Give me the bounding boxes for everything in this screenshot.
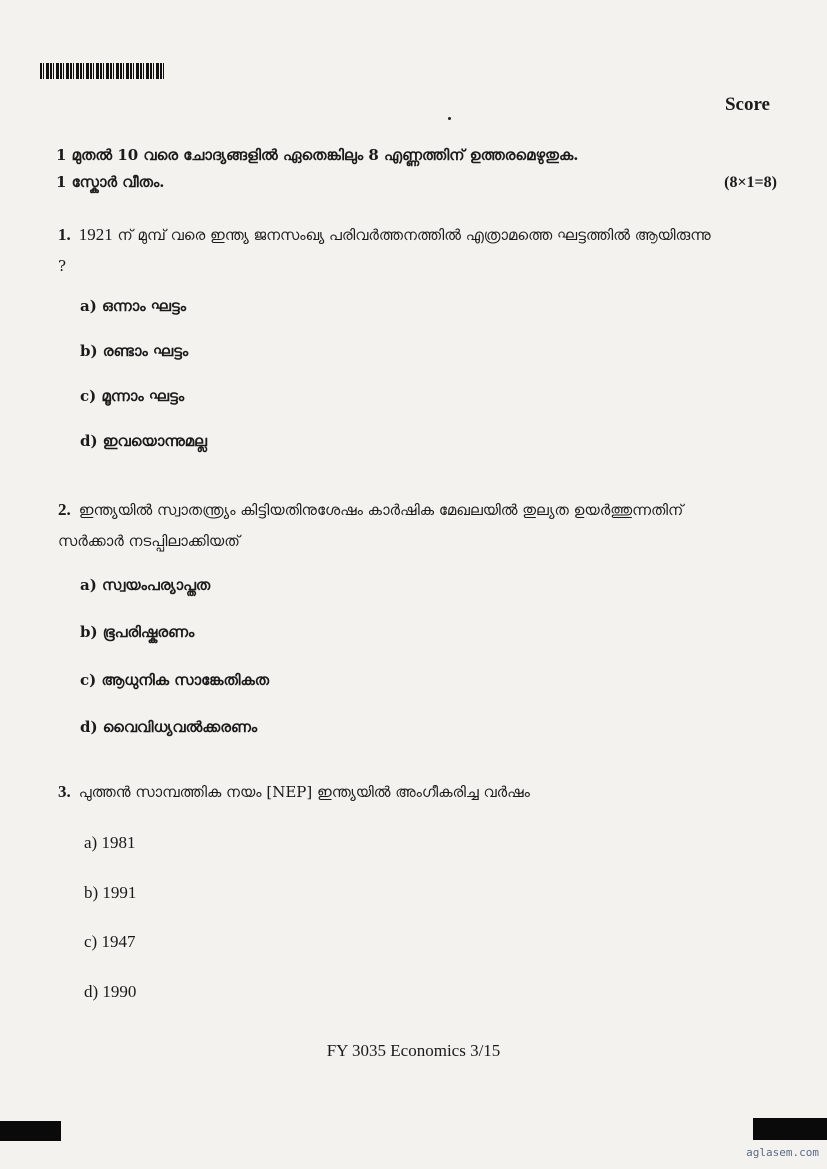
- option-3b: b) 1991: [84, 883, 137, 902]
- question-number: 2.: [58, 500, 71, 519]
- option-1c: c) മൂന്നാം ഘട്ടം: [80, 387, 185, 405]
- question-number: 3.: [58, 782, 71, 801]
- watermark: aglasem.com: [746, 1146, 819, 1159]
- question-1: [58, 219, 718, 282]
- barcode: [40, 63, 164, 79]
- instruction-line-1: 1 മുതൽ 10 വരെ ചോദ്യങ്ങളിൽ ഏതെങ്കിലും 8 എണ്ണത്തിന് ഉത്തരമെഴുതുക.: [56, 146, 579, 164]
- option-2a: a) സ്വയംപര്യാപ്തത: [80, 576, 211, 594]
- question-text: ഇന്ത്യയിൽ സ്വാതന്ത്ര്യം കിട്ടിയതിനുശേഷം കാർഷിക മേഖലയിൽ തുല്യത ഉയർത്തുന്നതിന് സർക്കാർ നടപ്പിലാക്കിയത്: [58, 501, 684, 550]
- option-2c: c) ആധുനിക സാങ്കേതികത: [80, 671, 270, 689]
- option-2b: b) ഭൂപരിഷ്കരണം: [80, 623, 195, 641]
- question-year: 1921: [78, 225, 113, 244]
- marks-allocation: (8×1=8): [724, 174, 777, 191]
- score-label: Score: [724, 94, 770, 115]
- option-3c: c) 1947: [84, 932, 136, 951]
- option-1d: d) ഇവയൊന്നുമല്ല: [80, 432, 207, 450]
- option-3a: a) 1981: [84, 833, 136, 852]
- question-number: 1.: [58, 225, 71, 244]
- option-1a: a) ഒന്നാം ഘട്ടം: [80, 297, 186, 315]
- page-footer: FY 3035 Economics 3/15: [326, 1041, 501, 1060]
- instruction-line-2: 1 സ്കോർ വീതം.: [56, 173, 165, 191]
- corner-mark-right: [753, 1118, 827, 1140]
- question-text: പുത്തൻ സാമ്പത്തിക നയം [NEP] ഇന്ത്യയിൽ അംഗീകരിച്ച വർഷം: [78, 783, 530, 801]
- question-text: ന് മുമ്പ് വരെ ഇന്ത്യ ജനസംഖ്യ പരിവർത്തനത്തിൽ എത്രാമത്തെ ഘട്ടത്തിൽ ആയിരുന്നു ?: [58, 226, 711, 275]
- question-3: [58, 776, 718, 808]
- option-1b: b) രണ്ടാം ഘട്ടം: [80, 342, 189, 360]
- question-2: [58, 494, 718, 557]
- option-3d: d) 1990: [84, 982, 137, 1001]
- corner-mark-left: [0, 1121, 61, 1141]
- option-2d: d) വൈവിധ്യവൽക്കരണം: [80, 718, 258, 736]
- ink-dot: [448, 117, 451, 120]
